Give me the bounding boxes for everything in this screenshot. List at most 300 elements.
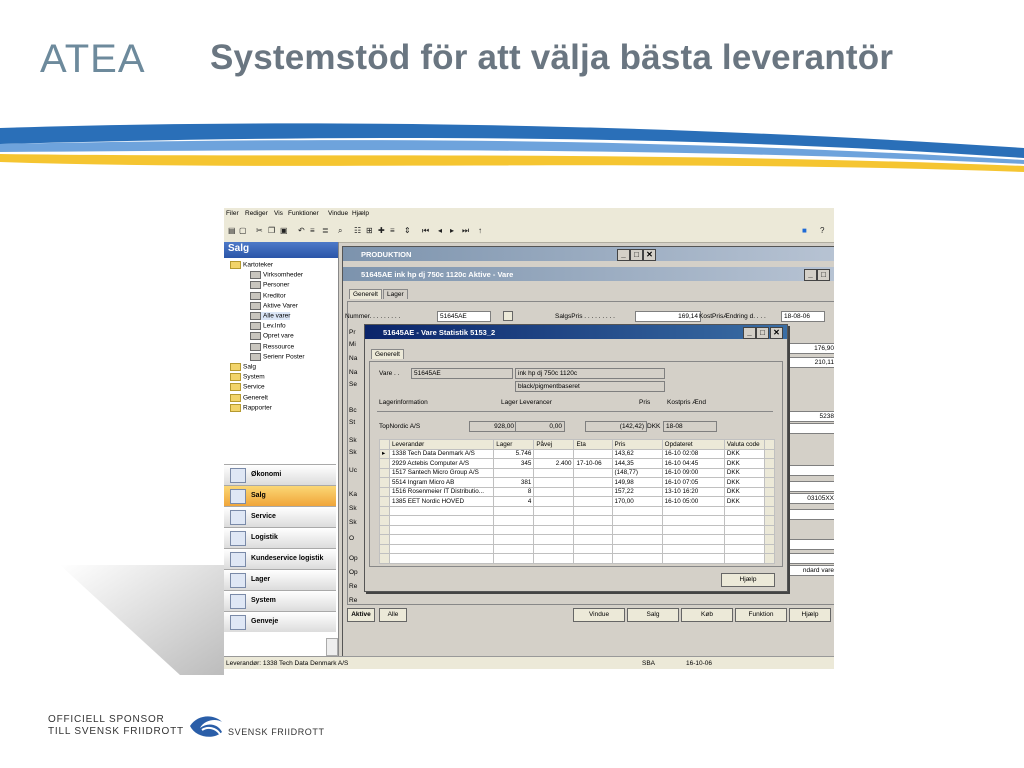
item-field-value[interactable] [789,509,834,520]
atea-logo [40,38,170,78]
form-icon [250,281,261,289]
up-icon[interactable]: ↑ [478,226,482,235]
navigation-header: Salg [224,242,338,258]
grid-scrollbar-cell[interactable] [764,544,774,554]
table-cell [534,535,574,545]
table-cell [612,506,662,516]
row-selector[interactable] [380,487,390,497]
leverandor-table[interactable] [379,439,775,564]
tree-item-label: Generelt [243,394,268,402]
table-cell [662,506,724,516]
nav-button-label: Genveje [251,618,279,625]
menu-bar [224,208,834,220]
table-cell [662,525,724,535]
item-field-label: Pr [349,329,356,336]
item-field-label: Ka [349,491,357,498]
nav-button[interactable] [224,527,336,548]
table-row[interactable] [380,544,775,554]
table-cell [612,535,662,545]
tree-item[interactable] [230,383,265,391]
item-field-label: Re [349,583,358,590]
col-valuta[interactable]: Valuta code [724,440,764,450]
tree-item[interactable] [250,302,298,310]
table-cell: DKK [724,459,764,469]
row-selector[interactable] [380,459,390,469]
tree-item-label: Kartoteker [243,261,273,269]
statistik-hjaelp-button[interactable]: Hjælp [721,573,775,587]
section-divider [377,411,773,412]
folder-icon [230,363,241,371]
produktion-titlebar: PRODUKTION _ □ ✕ [343,247,834,261]
item-field-value[interactable] [789,481,834,492]
topnordic-lev: 0,00 [515,421,565,432]
table-cell [574,487,612,497]
table-cell: 170,00 [612,497,662,507]
tree-item[interactable] [250,271,303,279]
statistik-titlebar: 51645AE - Vare Statistik 5153_2 _ □ ✕ [365,325,787,339]
nav-button-label: Salg [251,492,266,499]
grid-scrollbar-cell[interactable] [764,487,774,497]
table-cell: DKK [724,478,764,488]
table-cell [612,516,662,526]
grid-scrollbar-cell[interactable] [764,554,774,564]
find-icon[interactable]: ⌕ [338,226,343,235]
paste-icon[interactable]: ▣ [280,226,288,235]
vare-number-field: 51645AE [411,368,513,379]
row-selector[interactable] [380,554,390,564]
item-field-label: Na [349,369,358,376]
row-selector[interactable]: ▸ [380,449,390,459]
salg-button[interactable]: Salg [627,608,679,622]
filter-icon[interactable]: ≡ [310,226,315,235]
slide-title: Systemstöd för att välja bästa leverantör [210,38,894,77]
close-button[interactable]: ✕ [643,249,656,261]
erp-app-window [224,208,834,669]
prev-record-icon[interactable]: ◂ [438,226,443,235]
kostpris-aend-header: Kostpris Ænd [667,399,707,406]
form-icon [250,312,261,320]
nav-button[interactable] [224,506,336,527]
table-row[interactable] [380,459,775,469]
table-row[interactable] [380,525,775,535]
row-selector[interactable] [380,497,390,507]
tree-item-label: Ressource [263,343,295,351]
table-row[interactable] [380,554,775,564]
table-cell: 2.400 [534,459,574,469]
nav-button-label: Kundeservice logistik [251,555,324,562]
item-field-value[interactable] [789,539,834,550]
row-selector[interactable] [380,516,390,526]
table-header-row [380,440,775,450]
table-cell [390,554,494,564]
tree-item-label: Opret vare [263,333,294,341]
item-field-label: Re [349,597,358,604]
tab-aktive[interactable]: Aktive [347,608,375,622]
col-pris[interactable]: Pris [612,440,662,450]
form-icon [250,322,261,330]
sponsor-org-name: SVENSK FRIIDROTT [228,727,325,737]
table-cell [494,468,534,478]
item-field-value[interactable] [789,553,834,564]
tree-item-label: Virksomheder [263,271,303,279]
item-field-value[interactable]: 176,90 [789,343,834,354]
table-cell: DKK [724,468,764,478]
table-cell [662,544,724,554]
form-icon [250,271,261,279]
table-cell [724,544,764,554]
tree-item[interactable] [230,404,272,412]
row-selector[interactable] [380,535,390,545]
tree-item[interactable] [250,343,294,351]
table-cell: 16-10 07:05 [662,478,724,488]
nav-button[interactable] [224,611,336,632]
kostpris-field[interactable]: 18-08-06 [781,311,825,322]
drop-shadow [50,555,250,675]
table-row[interactable] [380,468,775,478]
topnordic-label: TopNordic A/S [379,423,421,430]
table-cell [390,506,494,516]
hjaelp-button[interactable]: Hjælp [789,608,831,622]
salgspris-field[interactable]: 169,14 [635,311,701,322]
table-cell [574,468,612,478]
module-icon [230,573,246,588]
table-row[interactable] [380,506,775,516]
status-user: SBA [642,660,656,667]
table-cell [534,516,574,526]
logo-text: ATEA [40,38,146,78]
table-cell [574,525,612,535]
tree-item-label: Lev.Info [263,322,286,330]
table-cell [390,544,494,554]
table-cell [390,516,494,526]
grid-scrollbar-cell[interactable] [764,478,774,488]
tree-item[interactable] [230,261,273,269]
item-field-label: O [349,535,355,542]
table-cell [574,478,612,488]
table-cell [612,554,662,564]
table-cell: 1516 Rosenmeier IT Distributio... [390,487,494,497]
table-cell: 16-10 02:08 [662,449,724,459]
table-cell: 345 [494,459,534,469]
grid-scrollbar-cell[interactable] [764,535,774,545]
item-field-label: Op [349,569,358,576]
table-cell [494,506,534,516]
vare-desc1-field: ink hp dj 750c 1120c [515,368,665,379]
tree-item[interactable] [250,281,289,289]
status-text: Leverandør: 1338 Tech Data Denmark A/S [226,660,349,667]
tree-item[interactable] [250,312,290,320]
tree-item[interactable] [250,322,286,330]
table-cell [534,554,574,564]
table-cell [390,535,494,545]
module-icon [230,489,246,504]
collapse-icon[interactable]: ≡ [390,226,395,235]
table-cell [662,535,724,545]
item-minimize-button[interactable]: _ [804,269,817,281]
item-field-label: Mi [349,341,356,348]
table-cell [724,516,764,526]
table-cell: 17-10-06 [574,459,612,469]
table-cell [574,449,612,459]
module-icon [230,615,246,630]
menu-filer[interactable]: Filer [226,210,239,217]
col-paavej[interactable]: Påvej [534,440,574,450]
grid-scrollbar-cell[interactable] [764,468,774,478]
menu-rediger[interactable]: Rediger [245,210,268,217]
grid-scrollbar-cell[interactable] [764,506,774,516]
table-cell [724,535,764,545]
topnordic-lager: 928,00 [469,421,517,432]
module-icon [230,594,246,609]
item-card-titlebar: 51645AE ink hp dj 750c 1120c Aktive - Vare _ □ [343,267,834,281]
tab-generelt[interactable]: Generelt [349,289,382,299]
status-bar [224,656,834,669]
topnordic-pris: (142,42) [585,421,647,432]
table-cell [534,487,574,497]
col-eta[interactable]: Eta [574,440,612,450]
grid-scrollbar-cell[interactable] [764,525,774,535]
nav-button[interactable] [224,464,336,485]
table-row[interactable] [380,516,775,526]
table-cell [574,535,612,545]
tree-item[interactable] [250,332,294,340]
menu-vindue[interactable]: Vindue [328,210,349,217]
table-cell [534,468,574,478]
navigator-icon[interactable]: ■ [802,226,807,235]
nummer-field[interactable]: 51645AE [437,311,491,322]
table-row[interactable] [380,487,775,497]
item-field-value[interactable]: ndard vare [789,565,834,576]
table-cell [612,544,662,554]
row-selector[interactable] [380,468,390,478]
statistik-maximize-button[interactable]: □ [756,327,769,339]
sponsor-line2: TILL SVENSK FRIIDROTT [48,726,184,737]
nav-button[interactable] [224,548,336,569]
vare-label: Vare . . [379,370,400,377]
tree-item-label: System [243,373,265,381]
nav-button-label: Service [251,513,276,520]
table-cell: 8 [494,487,534,497]
nav-button[interactable] [224,569,336,590]
tree-item-label: Service [243,384,265,392]
print-icon[interactable]: ▤ [228,226,236,235]
item-maximize-button[interactable]: □ [817,269,830,281]
item-field-value[interactable] [789,465,834,476]
first-record-icon[interactable]: ⏮ [422,226,430,235]
item-field-label: Bc [349,407,357,414]
tree-item[interactable] [230,363,256,371]
sort-icon[interactable]: ≣ [322,226,329,235]
nav-button[interactable] [224,590,336,611]
table-cell [662,554,724,564]
module-icon [230,510,246,525]
vare-desc2-field: black/pigmentbaseret [515,381,665,392]
lager-leverancer-header: Lager Leverancer [501,399,552,406]
table-cell: 1385 EET Nordic HOVED [390,497,494,507]
row-selector[interactable] [380,544,390,554]
grid-scrollbar-cell[interactable] [764,497,774,507]
table-cell: 144,35 [612,459,662,469]
funktion-button[interactable]: Funktion [735,608,787,622]
tree-item-label: Rapporter [243,404,272,412]
tree-item[interactable] [250,353,305,361]
item-field-value[interactable]: 210,11 [789,357,834,368]
koeb-button[interactable]: Køb [681,608,733,622]
module-icon [230,552,246,567]
tree-item[interactable] [230,373,265,381]
table-cell: DKK [724,487,764,497]
status-date: 16-10-06 [686,660,713,667]
tree-item-label: Personer [263,282,290,290]
table-cell [494,525,534,535]
table-cell [724,554,764,564]
col-leverandor[interactable]: Leverandør [390,440,494,450]
row-selector[interactable] [380,506,390,516]
table-cell: 4 [494,497,534,507]
folder-icon [230,394,241,402]
folder-icon [230,373,241,381]
cut-icon[interactable]: ✂ [256,226,263,235]
table-row[interactable] [380,478,775,488]
nav-button-label: System [251,597,276,604]
item-field-label: Sk [349,519,357,526]
row-selector[interactable] [380,525,390,535]
menu-vis[interactable]: Vis [274,210,283,217]
tree-item-label: Salg [243,363,257,371]
table-cell: 16-10 05:00 [662,497,724,507]
grid-scrollbar-cell[interactable] [764,459,774,469]
expand-icon[interactable]: ✚ [378,226,385,235]
tab-lager[interactable]: Lager [383,289,408,299]
table-row[interactable] [380,535,775,545]
table-cell [494,516,534,526]
table-cell: 16-10 04:45 [662,459,724,469]
list-icon[interactable]: ☷ [354,226,362,235]
folder-icon [230,383,241,391]
item-field-value[interactable]: 03105XX [789,493,834,504]
table-cell [724,525,764,535]
table-cell [574,497,612,507]
minimize-button[interactable]: _ [617,249,630,261]
nummer-lookup-button[interactable] [503,311,513,321]
table-cell [662,516,724,526]
nav-button-label: Økonomi [251,471,282,478]
item-field-label: Na [349,355,358,362]
table-row[interactable] [380,497,775,507]
form-icon [250,302,261,310]
form-icon [250,292,261,300]
tab-alle[interactable]: Alle [379,608,407,622]
table-cell [534,497,574,507]
table-cell: 2929 Actebis Computer A/S [390,459,494,469]
navigation-pane [224,242,339,656]
table-cell: DKK [724,449,764,459]
item-field-value[interactable]: 5238 [789,411,834,422]
kostpris-label: KostPrisÆndring d. . . . [699,313,766,320]
item-field-label: Sk [349,505,357,512]
insert-icon[interactable]: ⇕ [404,226,411,235]
table-cell: 1517 Santech Micro Group A/S [390,468,494,478]
form-icon [250,343,261,351]
table-cell: 5514 Ingram Micro AB [390,478,494,488]
table-cell [534,478,574,488]
tree-item[interactable] [230,394,268,402]
table-cell [574,506,612,516]
tree-item[interactable] [250,292,286,300]
col-lager[interactable]: Lager [494,440,534,450]
vare-statistik-dialog [364,324,788,592]
nav-scrollbar[interactable] [326,638,338,656]
table-cell: 1338 Tech Data Denmark A/S [390,449,494,459]
item-field-label: Se [349,381,357,388]
tree-item-label: Aktive Varer [263,302,298,310]
form-icon [250,353,261,361]
salgspris-label: SalgsPris . . . . . . . . . [555,313,615,320]
last-record-icon[interactable]: ⏭ [462,226,470,235]
table-cell: 16-10 09:00 [662,468,724,478]
form-icon [250,332,261,340]
module-icon [230,531,246,546]
module-icon [230,468,246,483]
folder-icon [230,404,241,412]
row-selector[interactable] [380,478,390,488]
table-cell [574,554,612,564]
table-cell [534,449,574,459]
table-row[interactable] [380,449,775,459]
nummer-label: Nummer. . . . . . . . . [345,313,401,320]
maximize-button[interactable]: □ [630,249,643,261]
table-cell: (148,77) [612,468,662,478]
table-cell [574,544,612,554]
grid-icon[interactable]: ⊞ [366,226,373,235]
table-cell [724,506,764,516]
next-record-icon[interactable]: ▸ [450,226,455,235]
item-field-label: Sk [349,437,357,444]
menu-hjaelp[interactable]: Hjælp [352,210,369,217]
item-field-label: Sk [349,449,357,456]
help-pointer-icon[interactable]: ? [820,226,825,235]
table-cell [534,544,574,554]
table-cell: 381 [494,478,534,488]
copy-icon[interactable]: ❐ [268,226,276,235]
table-cell: 157,22 [612,487,662,497]
grid-scrollbar-cell[interactable] [764,449,774,459]
menu-funktioner[interactable]: Funktioner [288,210,319,217]
item-field-value[interactable] [789,423,834,434]
tree-item-label: Serienr Poster [263,353,305,361]
header-swoosh [0,110,1024,190]
tree-item-label: Kreditor [263,292,286,300]
table-cell: 5.746 [494,449,534,459]
table-cell [494,535,534,545]
nav-button[interactable] [224,485,336,506]
item-field-label: Uc [349,467,357,474]
table-cell [612,525,662,535]
preview-icon[interactable]: ▢ [239,226,247,235]
statistik-close-button[interactable]: ✕ [770,327,783,339]
item-field-label: St [349,419,356,426]
undo-icon[interactable]: ↶ [298,226,305,235]
vindue-button[interactable]: Vindue [573,608,625,622]
statistik-minimize-button[interactable]: _ [743,327,756,339]
grid-scrollbar-cell[interactable] [764,516,774,526]
sponsor-line1: OFFICIELL SPONSOR [48,714,165,725]
pris-header: Pris [639,399,651,406]
table-cell: DKK [724,497,764,507]
col-opdateret[interactable]: Opdateret [662,440,724,450]
topnordic-valuta: DKK [647,423,661,430]
statistik-tab-generelt[interactable]: Generelt [371,349,404,359]
